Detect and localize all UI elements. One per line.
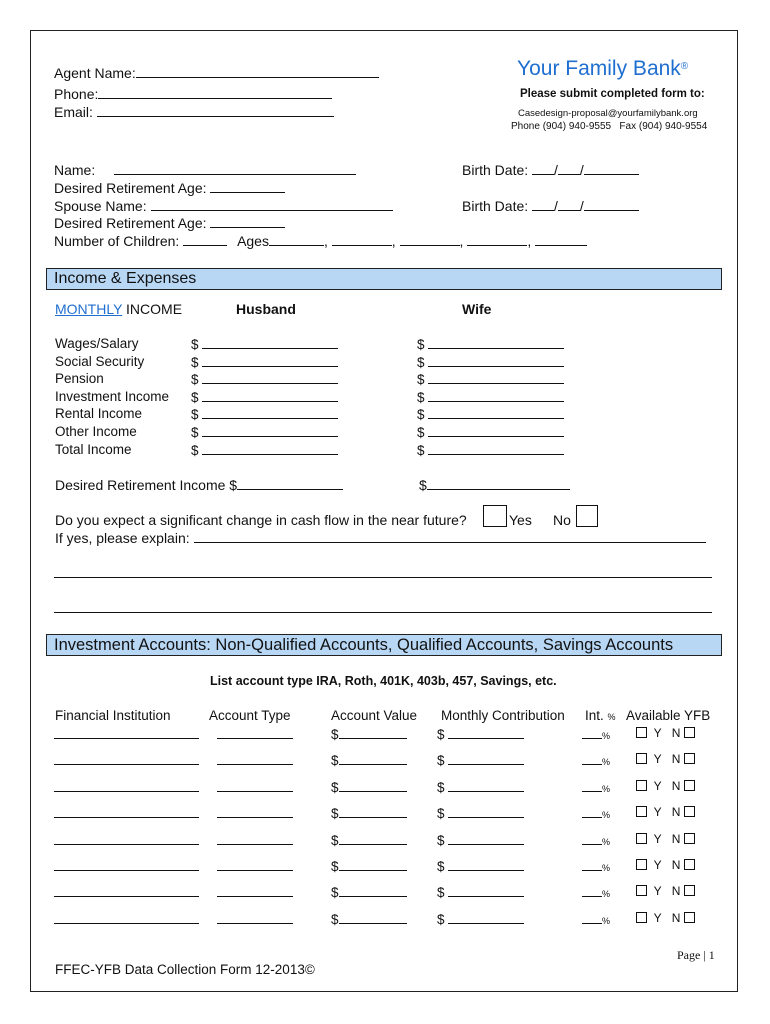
percent-sign: % bbox=[602, 889, 611, 899]
income-row bbox=[31, 371, 739, 389]
yes-checkbox[interactable] bbox=[636, 912, 647, 923]
child-age-field[interactable] bbox=[535, 233, 587, 246]
percent-sign: % bbox=[602, 916, 611, 926]
bank-phone: Phone (904) 940-9555 bbox=[511, 121, 612, 132]
agent-name-row bbox=[54, 65, 379, 81]
bank-name: Your Family Bank bbox=[517, 57, 681, 80]
no-label: N bbox=[671, 884, 681, 898]
account-value-field[interactable] bbox=[339, 832, 407, 845]
interest-rate bbox=[582, 832, 610, 848]
monthly-contribution-field[interactable] bbox=[448, 805, 524, 818]
children-count-field[interactable] bbox=[183, 233, 227, 246]
monthly-contribution-field[interactable] bbox=[448, 832, 524, 845]
explain-line-2[interactable] bbox=[54, 577, 712, 578]
yes-checkbox[interactable] bbox=[636, 885, 647, 896]
monthly-label: MONTHLY bbox=[55, 301, 123, 317]
husband-amount bbox=[191, 354, 338, 370]
institution-field[interactable] bbox=[54, 726, 199, 739]
child-age-field[interactable] bbox=[467, 233, 527, 246]
agent-email-field[interactable] bbox=[97, 104, 334, 117]
monthly-contribution bbox=[437, 911, 524, 927]
agent-name-field[interactable] bbox=[136, 65, 379, 78]
header-financial-institution: Financial Institution bbox=[55, 708, 171, 723]
monthly-contribution-field[interactable] bbox=[448, 779, 524, 792]
desired-retirement-income-row bbox=[55, 477, 343, 493]
account-type-field[interactable] bbox=[217, 911, 293, 924]
child-age-field[interactable] bbox=[332, 233, 392, 246]
page-number: Page | 1 bbox=[677, 948, 715, 962]
monthly-contribution-field[interactable] bbox=[448, 858, 524, 871]
interest-rate-field[interactable] bbox=[582, 779, 602, 792]
header-int-pct: % bbox=[607, 712, 616, 722]
yes-checkbox[interactable] bbox=[636, 806, 647, 817]
currency-symbol: $ bbox=[191, 425, 199, 440]
yes-checkbox[interactable] bbox=[636, 753, 647, 764]
husband-amount-field[interactable] bbox=[202, 424, 338, 437]
investment-row bbox=[31, 858, 739, 876]
interest-rate bbox=[582, 752, 610, 768]
monthly-contribution-field[interactable] bbox=[448, 884, 524, 897]
cash-flow-yes-checkbox[interactable] bbox=[483, 505, 507, 527]
account-value bbox=[331, 884, 407, 900]
header-account-type: Account Type bbox=[209, 708, 291, 723]
client-name-label: Name: bbox=[54, 162, 96, 178]
no-label: N bbox=[671, 805, 681, 819]
no-label: N bbox=[671, 858, 681, 872]
desired-retirement-income-wife-field[interactable] bbox=[427, 477, 570, 490]
investment-row bbox=[31, 726, 739, 744]
desired-retirement-income-wife bbox=[419, 477, 570, 493]
institution-field[interactable] bbox=[54, 911, 199, 924]
wife-amount-field[interactable] bbox=[428, 336, 564, 349]
client-birth-day-field[interactable] bbox=[558, 162, 580, 175]
currency-symbol: $ bbox=[437, 806, 445, 821]
interest-rate-field[interactable] bbox=[582, 726, 602, 739]
institution-field[interactable] bbox=[54, 779, 199, 792]
currency-symbol: $ bbox=[417, 425, 425, 440]
income-row bbox=[31, 406, 739, 424]
no-label: N bbox=[671, 779, 681, 793]
husband-amount-field[interactable] bbox=[202, 389, 338, 402]
comma: , bbox=[391, 233, 396, 249]
husband-column-header: Husband bbox=[236, 301, 296, 317]
children-row bbox=[54, 233, 587, 249]
investment-row bbox=[31, 832, 739, 850]
currency-symbol: $ bbox=[417, 407, 425, 422]
wife-amount bbox=[417, 442, 564, 458]
agent-phone-label: Phone: bbox=[54, 86, 99, 102]
spouse-retirement-age-row bbox=[54, 215, 285, 231]
income-label: INCOME bbox=[126, 301, 183, 317]
institution-field[interactable] bbox=[54, 752, 199, 765]
interest-rate-field[interactable] bbox=[582, 805, 602, 818]
cash-flow-yes-label: Yes bbox=[509, 512, 532, 528]
account-type-field[interactable] bbox=[217, 726, 293, 739]
date-separator: / bbox=[554, 162, 558, 178]
account-value-field[interactable] bbox=[339, 805, 407, 818]
account-type-instruction: List account type IRA, Roth, 401K, 403b, 457, Savings, etc. bbox=[210, 674, 557, 688]
interest-rate-field[interactable] bbox=[582, 884, 602, 897]
wife-column-header: Wife bbox=[462, 301, 492, 317]
comma: , bbox=[459, 233, 464, 249]
account-value bbox=[331, 805, 407, 821]
monthly-contribution bbox=[437, 805, 524, 821]
currency-symbol: $ bbox=[437, 885, 445, 900]
submit-instruction: Please submit completed form to: bbox=[520, 88, 705, 100]
investment-row bbox=[31, 884, 739, 902]
yes-checkbox[interactable] bbox=[636, 780, 647, 791]
form-page bbox=[30, 30, 738, 992]
monthly-contribution-field[interactable] bbox=[448, 752, 524, 765]
bank-contact bbox=[511, 121, 707, 132]
wife-amount bbox=[417, 424, 564, 440]
account-type-field[interactable] bbox=[217, 832, 293, 845]
percent-sign: % bbox=[602, 784, 611, 794]
wife-amount bbox=[417, 406, 564, 422]
client-name-row bbox=[54, 162, 356, 178]
income-row-label: Investment Income bbox=[55, 389, 170, 404]
husband-amount-field[interactable] bbox=[202, 406, 338, 419]
institution-field[interactable] bbox=[54, 805, 199, 818]
currency-symbol: $ bbox=[331, 885, 339, 900]
wife-amount bbox=[417, 354, 564, 370]
husband-amount-field[interactable] bbox=[202, 354, 338, 367]
header-account-value: Account Value bbox=[331, 708, 418, 723]
bank-registered-mark: ® bbox=[680, 61, 689, 72]
spouse-retirement-age-label: Desired Retirement Age: bbox=[54, 215, 207, 231]
husband-amount-field[interactable] bbox=[202, 336, 338, 349]
account-value-field[interactable] bbox=[339, 911, 407, 924]
cash-flow-no-checkbox[interactable] bbox=[576, 505, 598, 527]
percent-sign: % bbox=[602, 810, 611, 820]
header-int bbox=[585, 708, 616, 723]
currency-symbol: $ bbox=[331, 833, 339, 848]
husband-amount bbox=[191, 442, 338, 458]
wife-amount bbox=[417, 389, 564, 405]
income-row bbox=[31, 442, 739, 460]
currency-symbol: $ bbox=[417, 355, 425, 370]
explain-field[interactable] bbox=[194, 530, 706, 543]
desired-retirement-income-husband-field[interactable] bbox=[237, 477, 343, 490]
no-checkbox[interactable] bbox=[684, 780, 695, 791]
income-row-label: Wages/Salary bbox=[55, 336, 139, 351]
available-yfb bbox=[636, 752, 695, 766]
account-value bbox=[331, 832, 407, 848]
wife-amount-field[interactable] bbox=[428, 371, 564, 384]
client-name-field[interactable] bbox=[114, 162, 356, 175]
husband-amount-field[interactable] bbox=[202, 371, 338, 384]
currency-symbol: $ bbox=[331, 859, 339, 874]
account-type-field[interactable] bbox=[217, 752, 293, 765]
no-checkbox[interactable] bbox=[684, 885, 695, 896]
yes-label: Y bbox=[653, 884, 662, 898]
currency-symbol: $ bbox=[437, 912, 445, 927]
agent-email-row bbox=[54, 104, 334, 120]
monthly-contribution bbox=[437, 726, 524, 742]
account-type-field[interactable] bbox=[217, 884, 293, 897]
currency-symbol: $ bbox=[331, 780, 339, 795]
currency-symbol: $ bbox=[331, 912, 339, 927]
no-checkbox[interactable] bbox=[684, 727, 695, 738]
monthly-contribution bbox=[437, 752, 524, 768]
interest-rate bbox=[582, 884, 610, 900]
currency-symbol: $ bbox=[419, 477, 427, 493]
yes-label: Y bbox=[653, 858, 662, 872]
available-yfb bbox=[636, 832, 695, 846]
explain-row bbox=[55, 530, 706, 546]
income-row-label: Other Income bbox=[55, 424, 137, 439]
spouse-name-label: Spouse Name: bbox=[54, 198, 147, 214]
currency-symbol: $ bbox=[331, 753, 339, 768]
interest-rate-field[interactable] bbox=[582, 911, 602, 924]
income-row bbox=[31, 424, 739, 442]
child-age-field[interactable] bbox=[400, 233, 460, 246]
explain-line-3[interactable] bbox=[54, 612, 712, 613]
child-age-field[interactable] bbox=[269, 233, 324, 246]
client-birth-year-field[interactable] bbox=[584, 162, 639, 175]
percent-sign: % bbox=[602, 731, 611, 741]
yes-checkbox[interactable] bbox=[636, 833, 647, 844]
currency-symbol: $ bbox=[437, 833, 445, 848]
date-separator: / bbox=[579, 162, 584, 178]
bank-fax: Fax (904) 940-9554 bbox=[619, 121, 708, 132]
husband-amount-field[interactable] bbox=[202, 442, 338, 455]
no-label: N bbox=[671, 726, 681, 740]
no-checkbox[interactable] bbox=[684, 806, 695, 817]
currency-symbol: $ bbox=[191, 337, 199, 352]
investment-row bbox=[31, 911, 739, 929]
account-value bbox=[331, 858, 407, 874]
agent-phone-field[interactable] bbox=[98, 86, 332, 99]
husband-amount bbox=[191, 389, 338, 405]
desired-retirement-income-label: Desired Retirement Income $ bbox=[55, 477, 238, 493]
header-available-yfb: Available YFB bbox=[626, 708, 711, 723]
header-int-label: Int. bbox=[585, 708, 604, 723]
income-row-label: Pension bbox=[55, 371, 104, 386]
interest-rate bbox=[582, 911, 610, 927]
bank-logo-text bbox=[517, 57, 688, 81]
account-value bbox=[331, 911, 407, 927]
spouse-birth-year-field[interactable] bbox=[584, 198, 639, 211]
client-retirement-age-label: Desired Retirement Age: bbox=[54, 180, 207, 196]
investment-row bbox=[31, 752, 739, 770]
husband-amount bbox=[191, 424, 338, 440]
available-yfb bbox=[636, 779, 695, 793]
client-retirement-age-field[interactable] bbox=[210, 180, 285, 193]
no-label: N bbox=[671, 832, 681, 846]
yes-label: Y bbox=[653, 726, 662, 740]
investment-row bbox=[31, 779, 739, 797]
monthly-contribution-field[interactable] bbox=[448, 911, 524, 924]
monthly-contribution bbox=[437, 884, 524, 900]
interest-rate-field[interactable] bbox=[582, 832, 602, 845]
account-type-field[interactable] bbox=[217, 779, 293, 792]
percent-sign: % bbox=[602, 837, 611, 847]
spouse-birth-date-label: Birth Date: bbox=[462, 198, 529, 214]
no-checkbox[interactable] bbox=[684, 753, 695, 764]
client-birth-date-row bbox=[462, 162, 639, 178]
currency-symbol: $ bbox=[437, 859, 445, 874]
comma: , bbox=[323, 233, 328, 249]
institution-field[interactable] bbox=[54, 832, 199, 845]
cash-flow-no-label: No bbox=[553, 512, 571, 528]
husband-amount bbox=[191, 371, 338, 387]
available-yfb bbox=[636, 884, 695, 898]
interest-rate bbox=[582, 858, 610, 874]
available-yfb bbox=[636, 858, 695, 872]
investment-row bbox=[31, 805, 739, 823]
account-value-field[interactable] bbox=[339, 884, 407, 897]
account-value bbox=[331, 726, 407, 742]
income-row-label: Social Security bbox=[55, 354, 145, 369]
interest-rate-field[interactable] bbox=[582, 752, 602, 765]
wife-amount bbox=[417, 336, 564, 352]
yes-label: Y bbox=[653, 752, 662, 766]
spouse-name-field[interactable] bbox=[151, 198, 393, 211]
institution-field[interactable] bbox=[54, 858, 199, 871]
client-birth-month-field[interactable] bbox=[532, 162, 554, 175]
currency-symbol: $ bbox=[417, 390, 425, 405]
currency-symbol: $ bbox=[437, 753, 445, 768]
account-value bbox=[331, 779, 407, 795]
interest-rate-field[interactable] bbox=[582, 858, 602, 871]
explain-label: If yes, please explain: bbox=[55, 530, 190, 546]
currency-symbol: $ bbox=[437, 727, 445, 742]
date-separator: / bbox=[579, 198, 584, 214]
income-row bbox=[31, 336, 739, 354]
account-type-field[interactable] bbox=[217, 805, 293, 818]
yes-label: Y bbox=[653, 805, 662, 819]
agent-email-label: Email: bbox=[54, 104, 93, 120]
agent-phone-row bbox=[54, 86, 332, 102]
spouse-birth-date-row bbox=[462, 198, 639, 214]
currency-symbol: $ bbox=[417, 337, 425, 352]
monthly-contribution-field[interactable] bbox=[448, 726, 524, 739]
spouse-birth-day-field[interactable] bbox=[558, 198, 580, 211]
monthly-income-heading bbox=[55, 301, 182, 317]
income-row-label: Rental Income bbox=[55, 406, 143, 421]
currency-symbol: $ bbox=[417, 443, 425, 458]
yes-checkbox[interactable] bbox=[636, 859, 647, 870]
wife-amount-field[interactable] bbox=[428, 389, 564, 402]
form-id: FFEC-YFB Data Collection Form 12-2013© bbox=[55, 962, 315, 977]
currency-symbol: $ bbox=[191, 390, 199, 405]
wife-amount-field[interactable] bbox=[428, 442, 564, 455]
ages-label: Ages bbox=[237, 233, 269, 249]
account-type-field[interactable] bbox=[217, 858, 293, 871]
wife-amount-field[interactable] bbox=[428, 424, 564, 437]
investment-section-header: Investment Accounts: Non-Qualified Accounts, Qualified Accounts, Savings Accounts bbox=[46, 634, 722, 656]
date-separator: / bbox=[554, 198, 558, 214]
wife-amount-field[interactable] bbox=[428, 406, 564, 419]
currency-symbol: $ bbox=[191, 372, 199, 387]
monthly-contribution bbox=[437, 858, 524, 874]
available-yfb bbox=[636, 911, 695, 925]
no-checkbox[interactable] bbox=[684, 912, 695, 923]
account-value bbox=[331, 752, 407, 768]
currency-symbol: $ bbox=[417, 372, 425, 387]
monthly-contribution bbox=[437, 779, 524, 795]
available-yfb bbox=[636, 805, 695, 819]
spouse-name-row bbox=[54, 198, 393, 214]
currency-symbol: $ bbox=[191, 443, 199, 458]
currency-symbol: $ bbox=[331, 806, 339, 821]
spouse-birth-month-field[interactable] bbox=[532, 198, 554, 211]
spouse-retirement-age-field[interactable] bbox=[210, 215, 285, 228]
currency-symbol: $ bbox=[191, 355, 199, 370]
cash-flow-question: Do you expect a significant change in cash flow in the near future? bbox=[55, 512, 467, 528]
income-row bbox=[31, 354, 739, 372]
income-section-header: Income & Expenses bbox=[46, 268, 722, 290]
yes-label: Y bbox=[653, 779, 662, 793]
submit-email: Casedesign-proposal@yourfamilybank.org bbox=[518, 108, 698, 119]
wife-amount bbox=[417, 371, 564, 387]
interest-rate bbox=[582, 726, 610, 742]
children-label: Number of Children: bbox=[54, 233, 180, 249]
client-retirement-age-row bbox=[54, 180, 285, 196]
percent-sign: % bbox=[602, 863, 611, 873]
income-row-label: Total Income bbox=[55, 442, 132, 457]
account-value-field[interactable] bbox=[339, 752, 407, 765]
account-value-field[interactable] bbox=[339, 779, 407, 792]
account-value-field[interactable] bbox=[339, 726, 407, 739]
comma: , bbox=[527, 233, 532, 249]
currency-symbol: $ bbox=[331, 727, 339, 742]
no-label: N bbox=[671, 911, 681, 925]
husband-amount bbox=[191, 406, 338, 422]
institution-field[interactable] bbox=[54, 884, 199, 897]
interest-rate bbox=[582, 779, 610, 795]
header-monthly-contribution: Monthly Contribution bbox=[441, 708, 565, 723]
wife-amount-field[interactable] bbox=[428, 354, 564, 367]
currency-symbol: $ bbox=[437, 780, 445, 795]
yes-label: Y bbox=[653, 832, 662, 846]
currency-symbol: $ bbox=[191, 407, 199, 422]
yes-label: Y bbox=[653, 911, 662, 925]
monthly-contribution bbox=[437, 832, 524, 848]
client-birth-date-label: Birth Date: bbox=[462, 162, 529, 178]
husband-amount bbox=[191, 336, 338, 352]
interest-rate bbox=[582, 805, 610, 821]
no-checkbox[interactable] bbox=[684, 833, 695, 844]
percent-sign: % bbox=[602, 757, 611, 767]
available-yfb bbox=[636, 726, 695, 740]
no-checkbox[interactable] bbox=[684, 859, 695, 870]
agent-name-label: Agent Name: bbox=[54, 65, 136, 81]
income-row bbox=[31, 389, 739, 407]
yes-checkbox[interactable] bbox=[636, 727, 647, 738]
no-label: N bbox=[671, 752, 681, 766]
account-value-field[interactable] bbox=[339, 858, 407, 871]
